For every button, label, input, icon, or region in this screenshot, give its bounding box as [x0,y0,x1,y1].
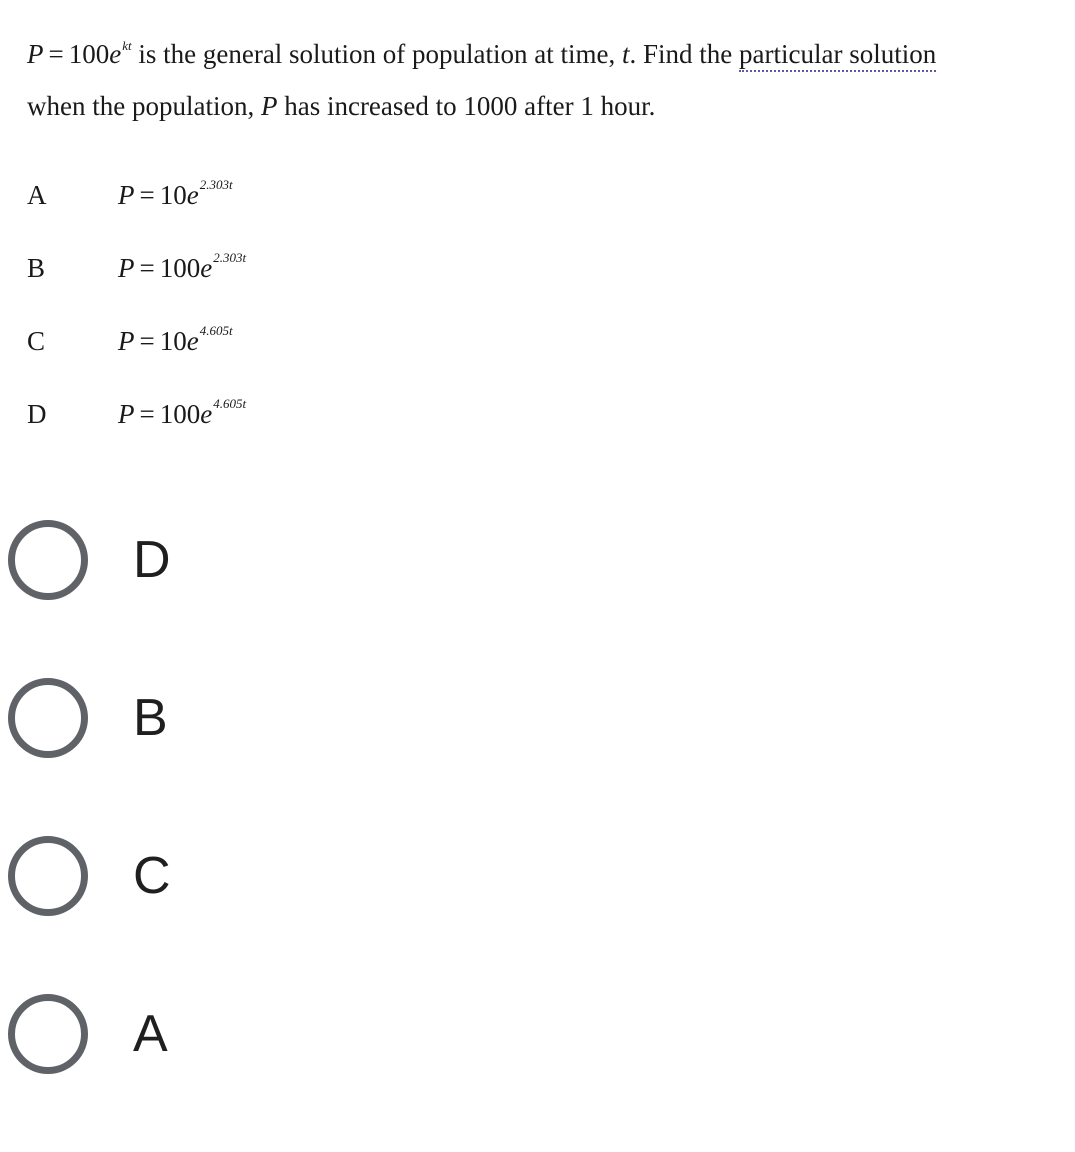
question-line-2 [27,80,1057,132]
radio-button[interactable] [8,836,88,916]
option-letter: D [27,399,47,429]
variable-p: P [118,180,135,210]
radio-button[interactable] [8,678,88,758]
answer-choices [0,520,1075,1152]
equals-sign: = [139,326,155,356]
option-formula [118,316,233,366]
option-formula [118,170,233,220]
base-e: e [200,399,213,429]
particular-solution-term: particular solution [739,39,936,72]
answer-label[interactable]: C [133,847,171,905]
question-text [27,28,1057,132]
base-e: e [186,326,199,356]
question-text-part: has increased to 1000 after 1 hour. [277,91,656,121]
answer-choice-d[interactable] [0,520,1075,678]
variable-p: P [118,253,135,283]
base-e: e [109,39,122,69]
option-formula [118,389,246,439]
question-text-part: when the population, [27,91,261,121]
coefficient: 100 [159,253,201,283]
radio-button[interactable] [8,994,88,1074]
option-letter: B [27,253,46,283]
question-text-part: is the general solution of population at time, [131,39,623,69]
question-line-1 [27,28,1057,80]
variable-p: P [118,399,135,429]
equals-sign: = [48,39,64,69]
variable-p: P [27,39,44,69]
option-formula [118,243,246,293]
option-letter: C [27,326,46,356]
answer-choice-b[interactable] [0,678,1075,836]
answer-label[interactable]: D [133,531,171,589]
variable-t: t [622,39,630,69]
answer-label[interactable]: A [133,1005,168,1063]
coefficient: 100 [159,399,201,429]
equals-sign: = [139,399,155,429]
coefficient: 10 [159,326,187,356]
radio-button[interactable] [8,520,88,600]
exponent: 4.605t [213,396,247,411]
base-e: e [186,180,199,210]
base-e: e [200,253,213,283]
variable-p: P [260,91,278,121]
option-letter: A [27,180,47,210]
coefficient: 100 [68,39,110,69]
exponent: 4.605t [199,323,233,338]
equals-sign: = [139,180,155,210]
equals-sign: = [139,253,155,283]
answer-label[interactable]: B [133,689,168,747]
answer-choice-a[interactable] [0,994,1075,1152]
exponent: 2.303t [213,250,247,265]
exponent: kt [122,38,132,53]
exponent: 2.303t [199,177,233,192]
answer-choice-c[interactable] [0,836,1075,994]
coefficient: 10 [159,180,187,210]
variable-p: P [118,326,135,356]
question-text-part: . Find the [629,39,740,69]
